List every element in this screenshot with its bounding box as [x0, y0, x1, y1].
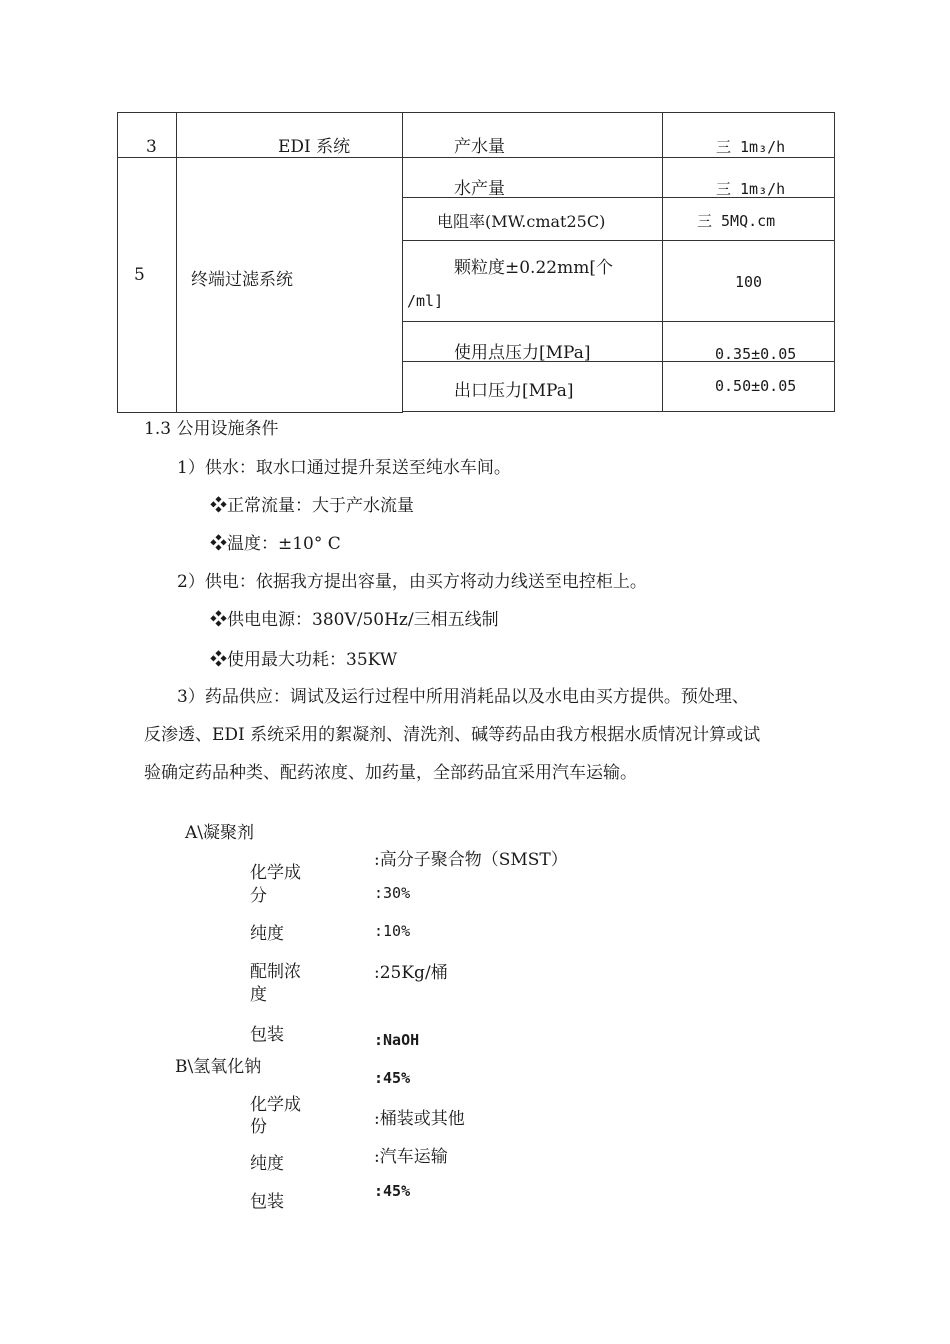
agent-a-value: :25Kg/桶	[374, 963, 448, 983]
power-supply-title: 2）供电：依据我方提出容量，由买方将动力线送至电控柜上。	[177, 572, 647, 592]
water-flow-item: ❖正常流量：大于产水流量	[210, 496, 414, 516]
cell-value: 0.35±0.05	[663, 322, 835, 362]
agent-a-label-purity: 纯度	[250, 924, 284, 944]
agent-b-value: :汽车运输	[374, 1147, 448, 1167]
table-row	[118, 158, 835, 198]
agent-a-label-conc-2: 度	[250, 985, 267, 1005]
cell-system: 终端过滤系统	[177, 158, 403, 413]
cell-no: 3	[118, 113, 177, 158]
agent-b-label-chem-2: 份	[250, 1117, 267, 1137]
agent-b-value: :NaOH	[374, 1031, 420, 1049]
section-heading: 1.3 公用设施条件	[144, 419, 279, 439]
agent-a-value: :高分子聚合物（SMST）	[374, 850, 568, 870]
cell-param: 出口压力[MPa]	[403, 362, 663, 412]
chemicals-line-3: 验确定药品种类、配药浓度、加药量，全部药品宜采用汽车运输。	[144, 763, 637, 783]
agent-a-label-chem: 化学成	[250, 863, 301, 883]
agent-b-title: B\氢氧化钠	[175, 1057, 262, 1077]
cell-no: 5	[118, 158, 177, 413]
agent-a-value: :10%	[374, 922, 411, 940]
water-supply-title: 1）供水：取水口通过提升泵送至纯水车间。	[177, 458, 511, 478]
agent-b-value: :桶装或其他	[374, 1109, 465, 1129]
agent-b-label-purity: 纯度	[250, 1154, 284, 1174]
power-max-item: ❖使用最大功耗：35KW	[210, 650, 398, 670]
spec-table	[117, 112, 835, 413]
agent-b-label-pack: 包装	[250, 1192, 284, 1212]
agent-b-value: :45%	[374, 1182, 411, 1200]
agent-a-title: A\凝聚剂	[185, 823, 255, 843]
cell-value: 0.50±0.05	[663, 362, 835, 412]
water-temp-item: ❖温度：±10° C	[210, 534, 341, 554]
cell-param: 颗粒度±0.22mm[个 /ml]	[403, 241, 663, 322]
cell-value: 100	[663, 241, 835, 322]
agent-b-label-chem: 化学成	[250, 1095, 301, 1115]
agent-a-label-pack: 包装	[250, 1025, 284, 1045]
chemicals-line-2: 反渗透、EDI 系统采用的絮凝剂、清洗剂、碱等药品由我方根据水质情况计算或试	[144, 725, 761, 745]
chemicals-line-1: 3）药品供应：调试及运行过程中所用消耗品以及水电由买方提供。预处理、	[177, 687, 749, 707]
cell-value: 三 1m₃/h	[663, 158, 835, 198]
cell-value: 三 5MQ.cm	[663, 198, 835, 241]
agent-a-label-chem-2: 分	[250, 886, 267, 906]
cell-system: EDI 系统	[177, 113, 403, 158]
cell-param: 电阻率(MW.cmat25C)	[403, 198, 663, 241]
agent-a-label-conc: 配制浓	[250, 962, 301, 982]
cell-param: 使用点压力[MPa]	[403, 322, 663, 362]
cell-param: 水产量	[403, 158, 663, 198]
power-source-item: ❖供电电源：380V/50Hz/三相五线制	[210, 610, 499, 630]
table-row	[118, 113, 835, 158]
agent-a-value: :30%	[374, 884, 411, 902]
cell-param: 产水量	[403, 113, 663, 158]
cell-value: 三 1m₃/h	[663, 113, 835, 158]
agent-b-value: :45%	[374, 1069, 411, 1087]
